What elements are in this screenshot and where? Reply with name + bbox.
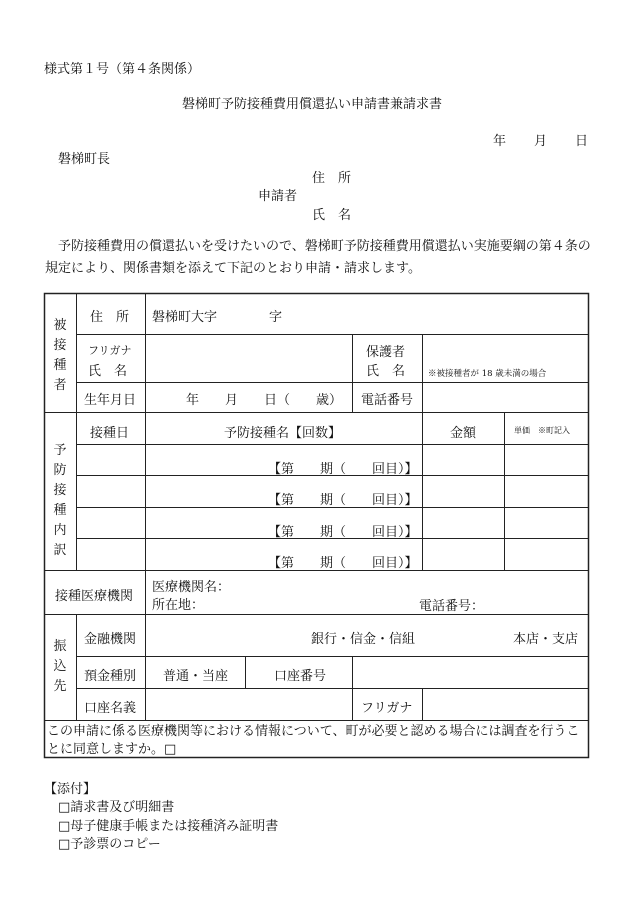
birthdate-label: 生年月日: [84, 393, 137, 408]
vaccine-row-2[interactable]: 【第 期（ 回目）】: [268, 493, 418, 508]
bank-label: 金融機関: [84, 632, 137, 647]
account-number-field[interactable]: [353, 657, 588, 688]
recipient-address-value: 磐梯町大字 字: [152, 310, 283, 325]
clinic-location-label: 所在地：: [152, 598, 205, 613]
col-amount: 金額: [450, 426, 477, 441]
date-day-label: 日: [575, 134, 589, 149]
account-number-label: 口座番号: [274, 669, 327, 684]
clinic-name-label: 医療機関名：: [152, 580, 231, 595]
attachment-item[interactable]: □請求書及び明細書: [58, 800, 175, 815]
vaccine-row-1[interactable]: 【第 期（ 回目）】: [268, 462, 418, 477]
attachments-heading: 【添付】: [44, 782, 97, 797]
clinic-phone-label: 電話番号：: [419, 599, 485, 614]
guardian-name-field[interactable]: [423, 335, 588, 382]
account-type-label: 預金種別: [84, 669, 137, 684]
applicant-name-label: 氏 名: [312, 208, 352, 223]
account-type-value[interactable]: 普通・当座: [163, 669, 229, 684]
recipient-name-label: 氏 名: [88, 364, 128, 379]
col-vaccination-date: 接種日: [90, 426, 130, 441]
consent-text[interactable]: この申請に係る医療機関等における情報について、町が必要と認める場合には調査を行うことに同意しますか。□: [47, 724, 580, 757]
recipient-phone-label: 電話番号: [361, 393, 414, 408]
attachment-item[interactable]: □予診票のコピー: [58, 837, 161, 852]
recipient-furigana-label: フリガナ: [88, 344, 132, 357]
addressee: 磐梯町長: [58, 152, 111, 167]
clinic-label: 接種医療機関: [55, 589, 134, 604]
account-name-field[interactable]: [146, 689, 352, 720]
account-name-label: 口座名義: [84, 701, 137, 716]
applicant-label: 申請者: [258, 189, 298, 204]
col-unit-price: 単価 ※町記入: [514, 426, 570, 435]
recipient-address-label: 住 所: [90, 310, 130, 325]
intro-text: 予防接種費用の償還払いを受けたいので、磐梯町予防接種費用償還払い実施要綱の第４条の規定により、関係書類を添えて下記のとおり申請・請求します。: [45, 239, 591, 276]
col-vaccine-name: 予防接種名【回数】: [224, 426, 342, 441]
form-number: 様式第１号（第４条関係）: [44, 62, 201, 77]
date-month-label: 月: [534, 134, 548, 149]
guardian-note: ※被接種者が 18 歳未満の場合: [428, 369, 547, 379]
bank-types[interactable]: 銀行・信金・信組: [311, 632, 416, 647]
guardian-label: 保護者: [366, 345, 406, 360]
recipient-name-field[interactable]: [146, 335, 352, 382]
account-furigana-label: フリガナ: [361, 701, 413, 716]
transfer-section-label: 振込先: [53, 639, 67, 694]
branch-types[interactable]: 本店・支店: [513, 632, 579, 647]
account-furigana-field[interactable]: [423, 689, 588, 720]
birthdate-format[interactable]: 年 月 日（ 歳）: [186, 393, 343, 408]
guardian-name-label: 氏 名: [366, 364, 406, 379]
form-title: 磐梯町予防接種費用償還払い申請書兼請求書: [182, 97, 443, 112]
applicant-address-label: 住 所: [312, 171, 352, 186]
vaccine-row-4[interactable]: 【第 期（ 回目）】: [268, 556, 418, 571]
date-year-label: 年: [493, 134, 507, 149]
recipient-section-label: 被接種者: [53, 318, 67, 393]
vaccine-row-3[interactable]: 【第 期（ 回目）】: [268, 525, 418, 540]
attachment-item[interactable]: □母子健康手帳または接種済み証明書: [58, 819, 279, 834]
vaccination-section-label: 予防接種内訳: [53, 443, 67, 558]
recipient-phone-field[interactable]: [423, 383, 588, 412]
